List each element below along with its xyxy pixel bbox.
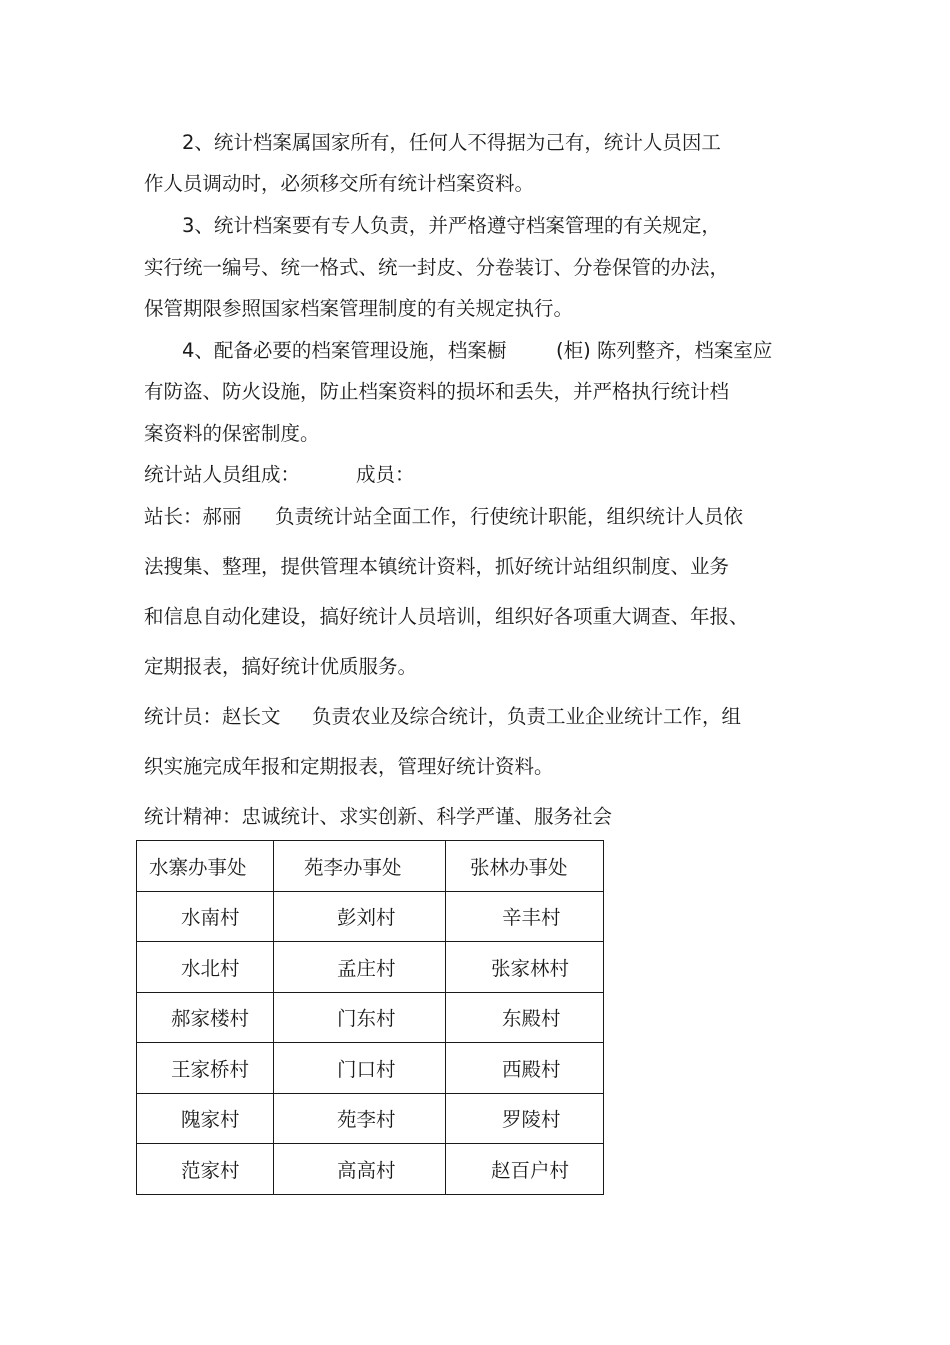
table-cell bbox=[446, 891, 604, 942]
village-name: 罗陵村 bbox=[502, 1108, 561, 1132]
table-cell bbox=[446, 942, 604, 993]
village-name: 门口村 bbox=[337, 1057, 396, 1081]
village-name: 范家村 bbox=[181, 1158, 240, 1182]
para2-line2: 作人员调动时，必须移交所有统计档案资料。 bbox=[144, 172, 535, 195]
village-name: 高高村 bbox=[337, 1158, 396, 1182]
table-header-cell bbox=[446, 841, 604, 892]
village-name: 赵百户村 bbox=[491, 1158, 570, 1182]
para3-line1: 3、统计档案要有专人负责，并严格遵守档案管理的有关规定， bbox=[182, 214, 721, 237]
statistician-duties-line2: 织实施完成年报和定期报表，管理好统计资料。 bbox=[144, 755, 554, 778]
table-cell bbox=[274, 891, 446, 942]
para2-line1: 2、统计档案属国家所有，任何人不得据为己有，统计人员因工 bbox=[182, 131, 721, 154]
table-cell bbox=[446, 992, 604, 1043]
director-duties-line4: 定期报表，搞好统计优质服务。 bbox=[144, 655, 418, 678]
table-row bbox=[137, 1093, 604, 1144]
table-row bbox=[137, 1144, 604, 1195]
village-name: 王家桥村 bbox=[171, 1057, 250, 1081]
table-row bbox=[137, 891, 604, 942]
village-name: 辛丰村 bbox=[502, 906, 561, 930]
table-cell bbox=[274, 942, 446, 993]
header-zhanglin-office: 张林办事处 bbox=[470, 855, 568, 879]
director-duties-line3: 和信息自动化建设，搞好统计人员培训，组织好各项重大调查、年报、 bbox=[144, 605, 749, 628]
table-cell bbox=[274, 992, 446, 1043]
staff-members-label: 成员： bbox=[356, 463, 415, 486]
village-name: 彭刘村 bbox=[337, 906, 396, 930]
para4-line1-part2: (柜) 陈列整齐，档案室应 bbox=[556, 339, 773, 362]
table-cell bbox=[446, 1043, 604, 1094]
village-name: 郝家楼村 bbox=[171, 1007, 250, 1031]
para3-line2: 实行统一编号、统一格式、统一封皮、分卷装订、分卷保管的办法， bbox=[144, 256, 730, 279]
village-name: 水北村 bbox=[181, 956, 240, 980]
header-yuanli-office: 苑李办事处 bbox=[304, 855, 402, 879]
table-cell bbox=[446, 1144, 604, 1195]
table-cell bbox=[446, 1093, 604, 1144]
para3-line3: 保管期限参照国家档案管理制度的有关规定执行。 bbox=[144, 297, 574, 320]
director-duties-line1: 负责统计站全面工作，行使统计职能，组织统计人员依 bbox=[275, 505, 744, 528]
table-cell bbox=[274, 1144, 446, 1195]
header-shuizhai-office: 水寨办事处 bbox=[149, 855, 247, 879]
village-name: 隗家村 bbox=[181, 1108, 240, 1132]
director-title: 站长：郝丽 bbox=[144, 505, 242, 528]
village-table bbox=[136, 840, 604, 1195]
village-name: 东殿村 bbox=[502, 1007, 561, 1031]
para4-line2: 有防盗、防火设施，防止档案资料的损坏和丢失，并严格执行统计档 bbox=[144, 380, 730, 403]
table-cell bbox=[137, 992, 274, 1043]
director-duties-line2: 法搜集、整理，提供管理本镇统计资料，抓好统计站组织制度、业务 bbox=[144, 555, 730, 578]
table-header-cell bbox=[274, 841, 446, 892]
village-name: 苑李村 bbox=[337, 1108, 396, 1132]
statistics-spirit: 统计精神：忠诚统计、求实创新、科学严谨、服务社会 bbox=[144, 805, 613, 828]
table-cell bbox=[137, 891, 274, 942]
statistician-duties-line1: 负责农业及综合统计，负责工业企业统计工作，组 bbox=[312, 705, 742, 728]
village-name: 张家林村 bbox=[491, 956, 570, 980]
village-name: 水南村 bbox=[181, 906, 240, 930]
table-header-row bbox=[137, 841, 604, 892]
table-cell bbox=[137, 1144, 274, 1195]
table-cell bbox=[274, 1043, 446, 1094]
statistician-title: 统计员：赵长文 bbox=[144, 705, 281, 728]
village-name: 西殿村 bbox=[502, 1057, 561, 1081]
table-row bbox=[137, 992, 604, 1043]
table-cell bbox=[137, 1093, 274, 1144]
para4-line1-part1: 4、配备必要的档案管理设施，档案橱 bbox=[182, 339, 507, 362]
staff-composition-label: 统计站人员组成： bbox=[144, 463, 301, 486]
table-row bbox=[137, 1043, 604, 1094]
table-cell bbox=[274, 1093, 446, 1144]
table-header-cell bbox=[137, 841, 274, 892]
table-cell bbox=[137, 942, 274, 993]
table-row bbox=[137, 942, 604, 993]
table-cell bbox=[137, 1043, 274, 1094]
village-name: 门东村 bbox=[337, 1007, 396, 1031]
para4-line3: 案资料的保密制度。 bbox=[144, 422, 320, 445]
village-name: 孟庄村 bbox=[337, 956, 396, 980]
